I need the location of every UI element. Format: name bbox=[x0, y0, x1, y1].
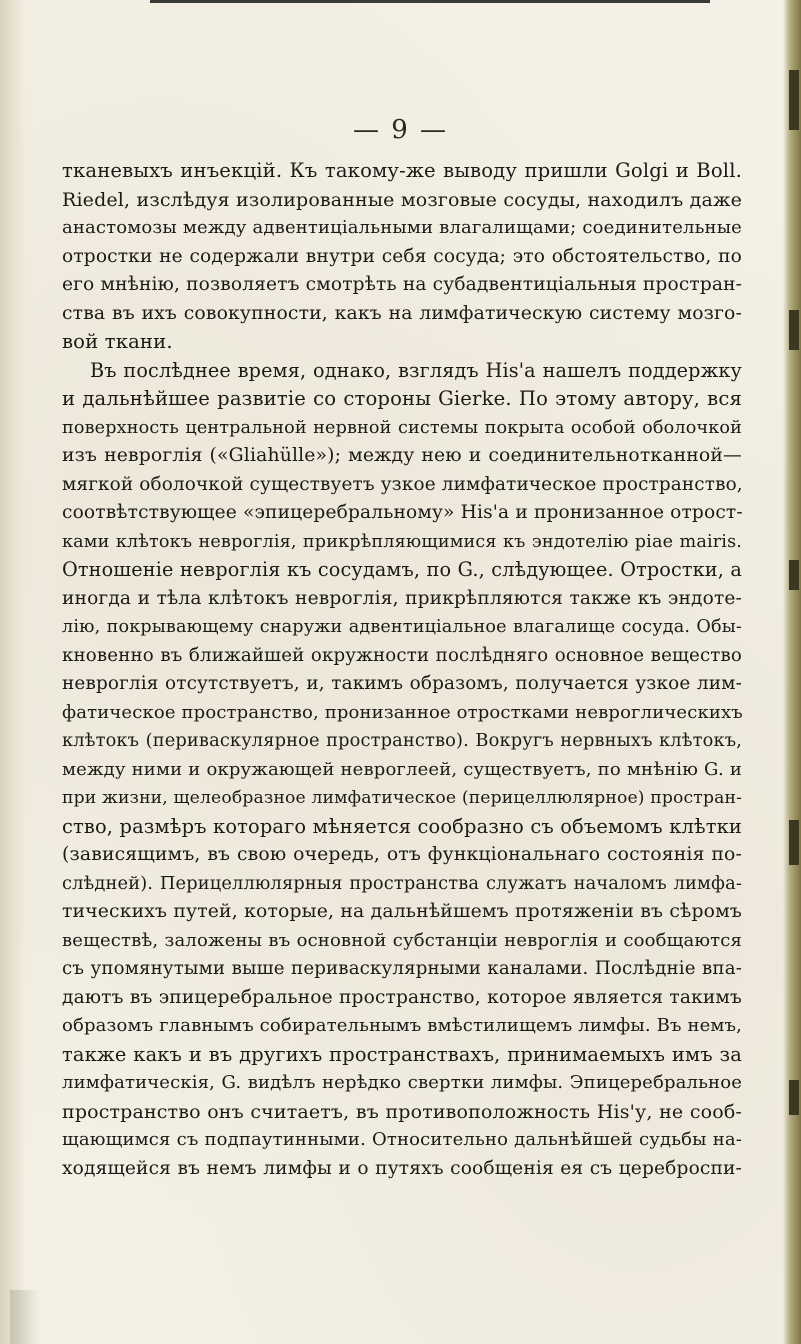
text-line: Отношеніе невроглія къ сосудамъ, по G., слѣдующее. Отростки, а bbox=[62, 558, 742, 581]
text-line: (зависящимъ, въ свою очередь, отъ функціональнаго состоянія по- bbox=[62, 844, 742, 865]
text-line: также какъ и въ другихъ пространствахъ, принимаемыхъ имъ за bbox=[62, 1042, 742, 1066]
text-line: пространство онъ считаетъ, въ противоположность His'у, не сооб- bbox=[62, 1100, 742, 1123]
text-line: фатическое пространство, пронизанное отростками невроглическихъ bbox=[62, 701, 743, 723]
text-line: тическихъ путей, которые, на дальнѣйшемъ протяженіи въ сѣромъ bbox=[62, 901, 742, 922]
page-corner-shadow bbox=[10, 1290, 40, 1344]
text-line: ство, размѣръ котораго мѣняется сообразно съ объемомъ клѣтки bbox=[62, 814, 742, 838]
text-line: иногда и тѣла клѣтокъ невроглія, прикрѣпляются также къ эндоте- bbox=[62, 587, 742, 609]
text-line: клѣтокъ (периваскулярное пространство). Вокругъ нервныхъ клѣтокъ, bbox=[62, 730, 742, 751]
text-line: между ними и окружающей невроглеей, существуетъ, по мнѣнію G. и bbox=[62, 758, 742, 780]
text-line: веществѣ, заложены въ основной субстанціи невроглія и сообщаются bbox=[62, 929, 742, 951]
text-line: слѣдней). Перицеллюлярныя пространства служатъ началомъ лимфа- bbox=[62, 872, 742, 894]
body-text bbox=[62, 157, 742, 1183]
text-line: изъ невроглія («Gliahülle»); между нею и соединительнотканной— bbox=[62, 445, 742, 466]
text-line: тканевыхъ инъекцій. Къ такому-же выводу пришли Golgi и Boll. bbox=[62, 159, 742, 182]
text-line: ства въ ихъ совокупности, какъ на лимфатическую систему мозго- bbox=[62, 302, 742, 324]
text-line: ходящейся въ немъ лимфы и о путяхъ сообщенія ея съ цереброспи- bbox=[62, 1157, 742, 1179]
text-line: и дальнѣйшее развитіе со стороны Gierke. По этому автору, вся bbox=[62, 387, 742, 410]
text-line: его мнѣнію, позволяетъ смотрѣть на субадвентиціальныя простран- bbox=[62, 274, 743, 295]
text-line: кновенно въ ближайшей окружности послѣдняго основное вещество bbox=[62, 644, 742, 666]
text-line: Въ послѣднее время, однако, взглядъ His'а нашелъ поддержку bbox=[90, 358, 742, 382]
text-line: при жизни, щелеобразное лимфатическое (перицеллюлярное) простран- bbox=[62, 788, 743, 808]
text-line: соотвѣтствующее «эпицеребральному» His'а и пронизанное отрост- bbox=[62, 502, 743, 523]
text-line: лимфатическія, G. видѣлъ нерѣдко свертки лимфы. Эпицеребральное bbox=[62, 1072, 742, 1093]
text-line: Riedel, изслѣдуя изолированные мозговые сосуды, находилъ даже bbox=[62, 188, 742, 211]
text-line: отростки не содержали внутри себя сосуда; это обстоятельство, по bbox=[62, 245, 742, 267]
text-line: невроглія отсутствуетъ, и, такимъ образомъ, получается узкое лим- bbox=[62, 673, 742, 694]
text-line: даютъ въ эпицеребральное пространство, которое является такимъ bbox=[62, 986, 742, 1008]
page-number: — 9 — bbox=[352, 115, 449, 145]
top-edge-line bbox=[150, 0, 710, 3]
text-line: щающимся съ подпаутинными. Относительно дальнѣйшей судьбы на- bbox=[62, 1129, 742, 1150]
page-right-edge bbox=[783, 0, 801, 1344]
text-line: анастомозы между адвентиціальными влагалищами; соединительные bbox=[62, 217, 742, 238]
text-line: вой ткани. bbox=[62, 330, 173, 353]
page-left-shadow bbox=[0, 0, 26, 1344]
text-line: образомъ главнымъ собирательнымъ вмѣстилищемъ лимфы. Въ немъ, bbox=[62, 1015, 743, 1036]
text-line: поверхность центральной нервной системы покрыта особой оболочкой bbox=[62, 417, 742, 438]
text-line: мягкой оболочкой существуетъ узкое лимфатическое пространство, bbox=[62, 473, 743, 495]
text-line: съ упомянутыми выше периваскулярными каналами. Послѣдніе впа- bbox=[62, 958, 742, 979]
text-line: ками клѣтокъ невроглія, прикрѣпляющимися къ эндотелію ріае maіris. bbox=[62, 531, 742, 552]
text-line: лію, покрывающему снаружи адвентиціальное влагалище сосуда. Обы- bbox=[62, 617, 742, 637]
